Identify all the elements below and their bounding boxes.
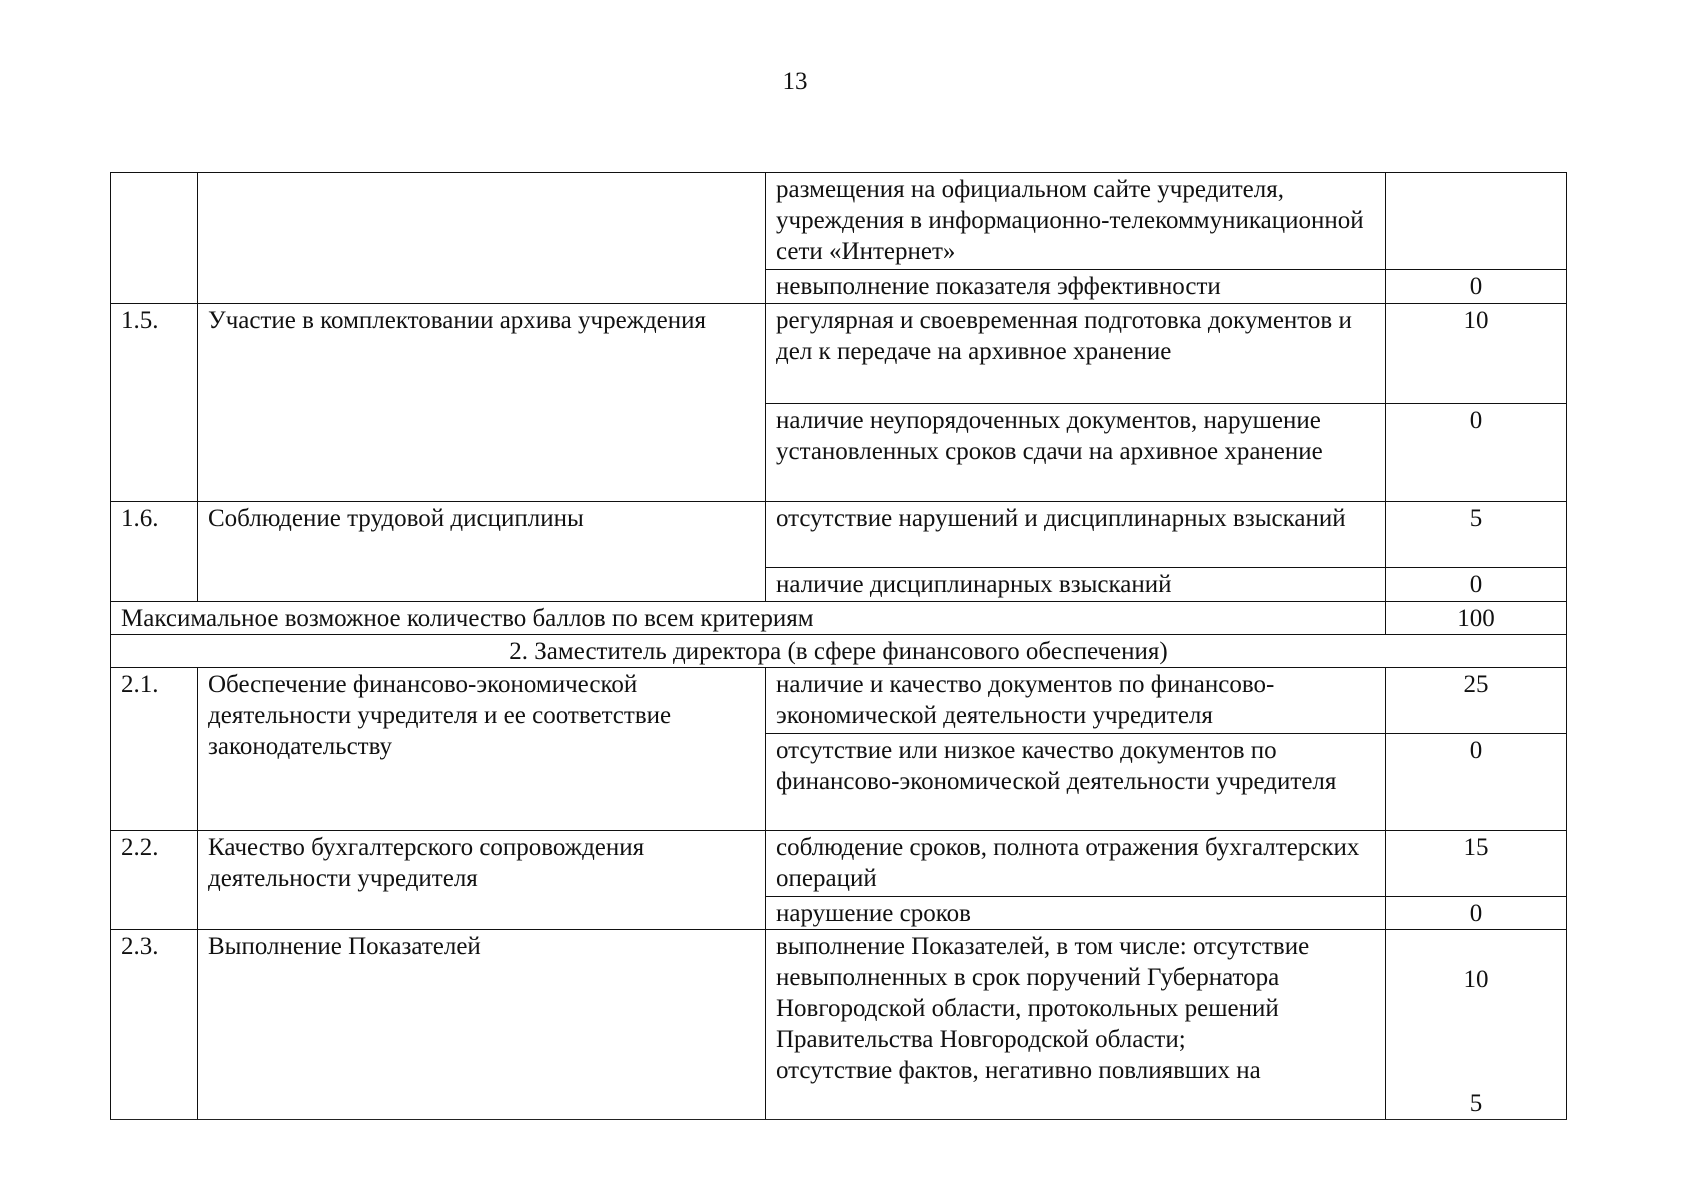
total-points: 100 [1386,602,1567,635]
points-cell: 5 [1386,502,1567,568]
criterion-cell: наличие неупорядоченных документов, нарушение установленных сроков сдачи на архивное хранение [766,404,1386,502]
total-label: Максимальное возможное количество баллов по всем критериям [111,602,1386,635]
points-cell: 0 [1386,270,1567,304]
criterion-cell: размещения на официальном сайте учредителя, учреждения в информационно-телекоммуникационной сети «Интернет» [766,173,1386,270]
criterion-text: выполнение Показателей, в том числе: отсутствие невыполненных в срок поручений Губернатора Новгородской области, протокольных решений Правительства Новгородской области; [776,933,1310,1053]
points-cell: 0 [1386,897,1567,930]
points-cell: 0 [1386,734,1567,831]
row-number-cell: 1.6. [111,502,198,602]
table-row [111,930,1567,1120]
page-number: 13 [782,68,808,95]
criterion-cell: регулярная и своевременная подготовка документов и дел к передаче на архивное хранение [766,304,1386,404]
section-row [111,635,1567,668]
row-number-cell: 2.2. [111,831,198,930]
points-value: 5 [1469,1090,1483,1117]
points-cell [1386,173,1567,270]
row-number-cell [111,173,198,304]
points-cell: 0 [1386,404,1567,502]
points-cell: 15 [1386,831,1567,897]
row-number-cell: 1.5. [111,304,198,502]
criterion-cell: наличие дисциплинарных взысканий [766,568,1386,602]
indicator-cell: Выполнение Показателей [198,930,766,1120]
points-value: 10 [1463,966,1489,993]
table-row [111,304,1567,404]
criteria-table [110,172,1567,1120]
criterion-cell: соблюдение сроков, полнота отражения бухгалтерских операций [766,831,1386,897]
indicator-cell: Участие в комплектовании архива учреждения [198,304,766,502]
criterion-cell: отсутствие или низкое качество документов по финансово-экономической деятельности учредителя [766,734,1386,831]
total-row [111,602,1567,635]
points-cell: 0 [1386,568,1567,602]
criterion-cell: отсутствие нарушений и дисциплинарных взысканий [766,502,1386,568]
table-row [111,668,1567,734]
table-row [111,502,1567,568]
indicator-cell: Соблюдение трудовой дисциплины [198,502,766,602]
criterion-cell: нарушение сроков [766,897,1386,930]
criterion-text: отсутствие фактов, негативно повлиявших на [776,1057,1261,1084]
points-cell [1386,930,1567,1120]
points-cell: 25 [1386,668,1567,734]
row-number-cell: 2.3. [111,930,198,1120]
indicator-cell: Качество бухгалтерского сопровождения деятельности учредителя [198,831,766,930]
indicator-cell: Обеспечение финансово-экономической деятельности учредителя и ее соответствие законодательству [198,668,766,831]
points-cell: 10 [1386,304,1567,404]
table-row [111,173,1567,270]
table-row [111,831,1567,897]
section-title: 2. Заместитель директора (в сфере финансового обеспечения) [111,635,1567,668]
criterion-cell: невыполнение показателя эффективности [766,270,1386,304]
criterion-cell: наличие и качество документов по финансово-экономической деятельности учредителя [766,668,1386,734]
row-number-cell: 2.1. [111,668,198,831]
criterion-cell [766,930,1386,1120]
indicator-cell [198,173,766,304]
